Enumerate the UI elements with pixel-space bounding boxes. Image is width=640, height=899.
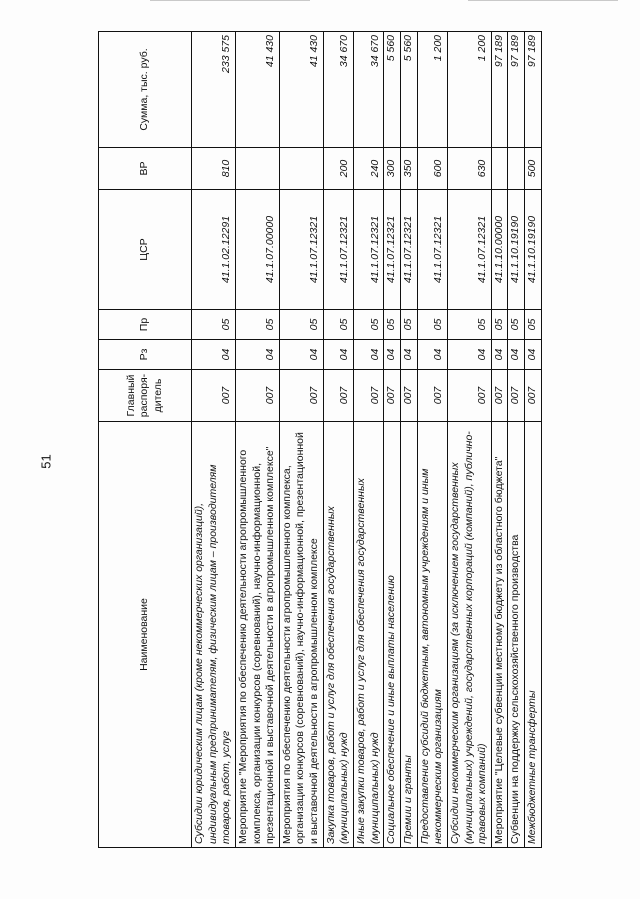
table-row — [447, 32, 491, 848]
row-sum: 97 189 — [525, 32, 542, 148]
row-vr: 630 — [447, 148, 491, 190]
row-vr: 600 — [417, 148, 447, 190]
budget-table — [98, 31, 542, 848]
row-name: Субвенции на поддержку сельскохозяйственного производства — [508, 422, 525, 848]
row-rz: 04 — [192, 340, 236, 370]
row-sum: 41 430 — [279, 32, 323, 148]
row-vr: 200 — [323, 148, 353, 190]
table-row — [525, 32, 542, 848]
row-name: Закупка товаров, работ и услуг для обеспечения государственных (муниципальных) нужд — [323, 422, 353, 848]
row-pr: 05 — [235, 310, 279, 340]
row-name: Субсидии юридическим лицам (кроме некоммерческих организаций), индивидуальным предпринимателям, физическим лицам – производителям товаров, работ, услуг — [192, 422, 236, 848]
row-vr: 500 — [525, 148, 542, 190]
scan-edge-line — [150, 0, 310, 1]
row-pr: 05 — [354, 310, 384, 340]
row-sum: 97 189 — [491, 32, 508, 148]
row-pr: 05 — [525, 310, 542, 340]
col-header-vr: ВР — [99, 148, 192, 190]
row-pr: 05 — [192, 310, 236, 340]
row-manager-code: 007 — [279, 370, 323, 422]
row-manager-code: 007 — [447, 370, 491, 422]
page-number: 51 — [38, 454, 54, 469]
row-sum: 34 670 — [354, 32, 384, 148]
row-vr: 300 — [384, 148, 401, 190]
scan-edge-line — [468, 0, 618, 1]
row-pr: 05 — [400, 310, 417, 340]
row-vr: 810 — [192, 148, 236, 190]
row-pr: 05 — [491, 310, 508, 340]
row-vr — [279, 148, 323, 190]
header-row — [99, 32, 192, 848]
row-manager-code: 007 — [354, 370, 384, 422]
row-pr: 05 — [323, 310, 353, 340]
table-row — [384, 32, 401, 848]
row-csr: 41.1.10.19190 — [508, 190, 525, 310]
col-header-name: Наименование — [99, 422, 192, 848]
row-csr: 41.1.10.00000 — [491, 190, 508, 310]
row-manager-code: 007 — [525, 370, 542, 422]
row-name: Субсидии некоммерческим организациям (за исключением государственных (муниципальных) учреждений, государственных корпораций (компаний), публично-правовых компаний) — [447, 422, 491, 848]
row-pr: 05 — [384, 310, 401, 340]
row-csr: 41.1.02.12291 — [192, 190, 236, 310]
row-rz: 04 — [354, 340, 384, 370]
col-header-sum: Сумма, тыс. руб. — [99, 32, 192, 148]
row-name: Мероприятие "Целевые субвенции местному бюджету из областного бюджета" — [491, 422, 508, 848]
row-rz: 04 — [323, 340, 353, 370]
row-rz: 04 — [491, 340, 508, 370]
row-name: Премии и гранты — [400, 422, 417, 848]
row-pr: 05 — [447, 310, 491, 340]
table-row — [279, 32, 323, 848]
row-sum: 41 430 — [235, 32, 279, 148]
row-sum: 233 575 — [192, 32, 236, 148]
table-row — [508, 32, 525, 848]
row-pr: 05 — [508, 310, 525, 340]
row-pr: 05 — [279, 310, 323, 340]
row-rz: 04 — [508, 340, 525, 370]
table-row — [400, 32, 417, 848]
row-rz: 04 — [447, 340, 491, 370]
row-csr: 41.1.07.12321 — [279, 190, 323, 310]
table-row — [417, 32, 447, 848]
row-manager-code: 007 — [323, 370, 353, 422]
row-name: Мероприятия по обеспечению деятельности агропромышленного комплекса, организации конкурсов (соревнований), научно-информационной, презентационной и выставочной деятельности в агропромышленном комплексе — [279, 422, 323, 848]
col-header-manager: Главный распоря-дитель — [99, 370, 192, 422]
table-row — [323, 32, 353, 848]
row-manager-code: 007 — [384, 370, 401, 422]
row-sum: 97 189 — [508, 32, 525, 148]
row-name: Социальное обеспечение и иные выплаты населению — [384, 422, 401, 848]
row-vr — [235, 148, 279, 190]
row-name: Межбюджетные трансферты — [525, 422, 542, 848]
row-rz: 04 — [384, 340, 401, 370]
row-vr: 240 — [354, 148, 384, 190]
row-manager-code: 007 — [508, 370, 525, 422]
row-name: Предоставление субсидий бюджетным, автономным учреждениям и иным некоммерческим организациям — [417, 422, 447, 848]
row-sum: 5 560 — [400, 32, 417, 148]
row-name: Мероприятие "Мероприятия по обеспечению деятельности агропромышленного комплекса, организации конкурсов (соревнований), научно-информационной, презентационной и выставочной деятельности в агропромышленном комплексе" — [235, 422, 279, 848]
row-vr — [508, 148, 525, 190]
row-csr: 41.1.07.00000 — [235, 190, 279, 310]
col-header-rz: Рз — [99, 340, 192, 370]
table-row — [235, 32, 279, 848]
table-row — [192, 32, 236, 848]
row-csr: 41.1.07.12321 — [400, 190, 417, 310]
row-rz: 04 — [279, 340, 323, 370]
row-rz: 04 — [525, 340, 542, 370]
row-pr: 05 — [417, 310, 447, 340]
row-sum: 1 200 — [417, 32, 447, 148]
row-csr: 41.1.07.12321 — [417, 190, 447, 310]
row-sum: 1 200 — [447, 32, 491, 148]
budget-table-wrapper — [98, 32, 602, 848]
row-manager-code: 007 — [235, 370, 279, 422]
row-name: Иные закупки товаров, работ и услуг для обеспечения государственных (муниципальных) нужд — [354, 422, 384, 848]
table-row — [491, 32, 508, 848]
row-csr: 41.1.07.12321 — [447, 190, 491, 310]
row-manager-code: 007 — [192, 370, 236, 422]
row-sum: 34 670 — [323, 32, 353, 148]
row-rz: 04 — [400, 340, 417, 370]
row-vr — [491, 148, 508, 190]
row-rz: 04 — [417, 340, 447, 370]
row-csr: 41.1.07.12321 — [384, 190, 401, 310]
row-manager-code: 007 — [491, 370, 508, 422]
row-rz: 04 — [235, 340, 279, 370]
row-manager-code: 007 — [417, 370, 447, 422]
row-csr: 41.1.10.19190 — [525, 190, 542, 310]
row-csr: 41.1.07.12321 — [323, 190, 353, 310]
row-vr: 350 — [400, 148, 417, 190]
col-header-pr: Пр — [99, 310, 192, 340]
row-manager-code: 007 — [400, 370, 417, 422]
row-csr: 41.1.07.12321 — [354, 190, 384, 310]
row-sum: 5 560 — [384, 32, 401, 148]
table-row — [354, 32, 384, 848]
col-header-csr: ЦСР — [99, 190, 192, 310]
